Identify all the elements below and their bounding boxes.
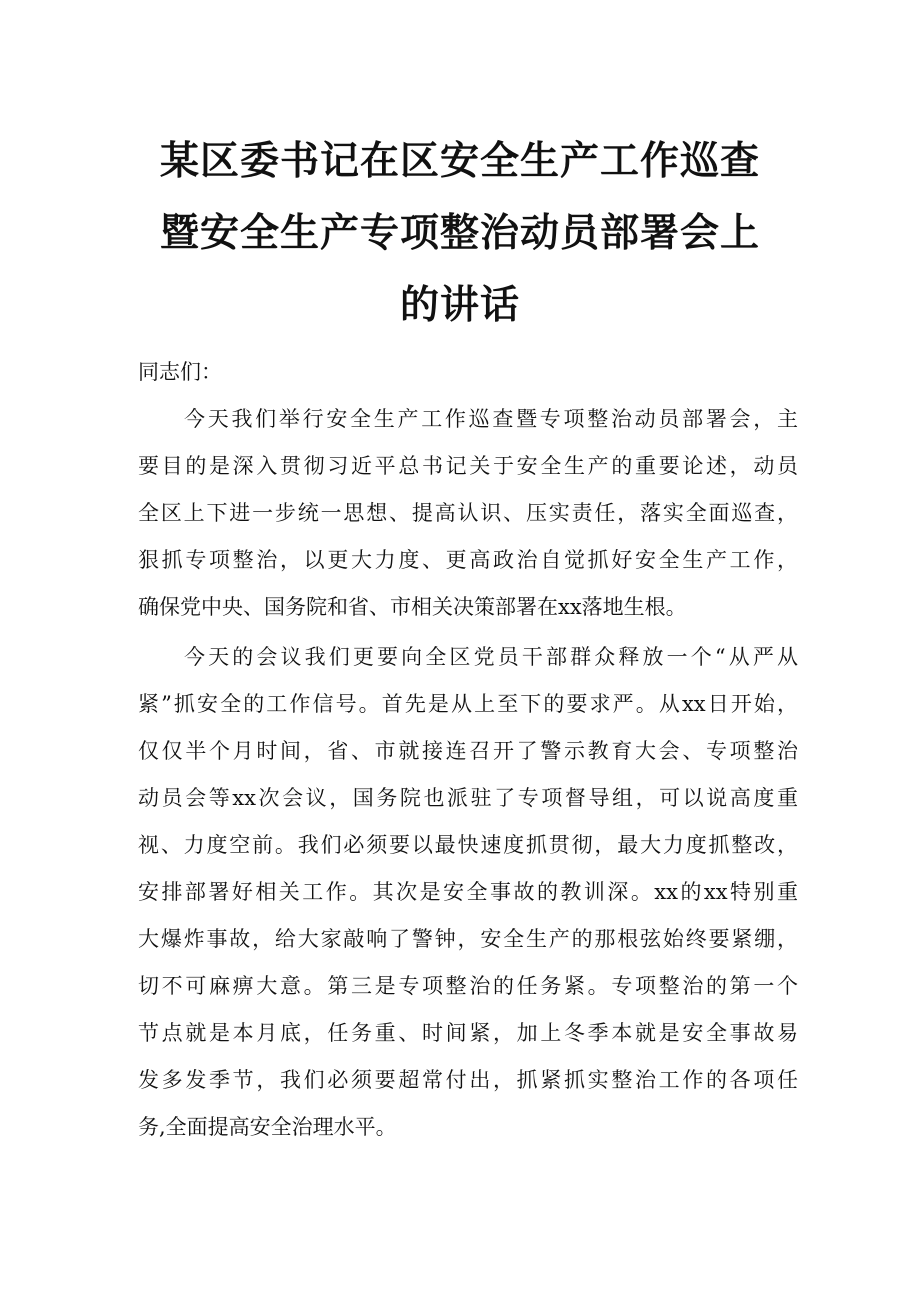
paragraph-2-line: 大爆炸事故，给大家敲响了警钟，安全生产的那根弦始终要紧绷，: [138, 927, 798, 951]
paragraph-2-line: 节点就是本月底，任务重、时间紧，加上冬季本就是安全事故易: [138, 1021, 798, 1045]
paragraph-1: [138, 396, 798, 631]
paragraph-2-line: 切不可麻痹大意。第三是专项整治的任务紧。专项整治的第一个: [138, 974, 798, 998]
paragraph-2: [138, 634, 798, 1151]
paragraph-2-line: 动员会等xx次会议，国务院也派驻了专项督导组，可以说高度重: [138, 786, 798, 810]
paragraph-2-line: 今天的会议我们更要向全区党员干部群众释放一个“从严从: [184, 645, 798, 669]
paragraph-2-line: 务,全面提高安全治理水平。: [138, 1115, 397, 1139]
document-body: [138, 349, 798, 1151]
paragraph-2-line: 仅仅半个月时间，省、市就接连召开了警示教育大会、专项整治: [138, 739, 798, 763]
paragraph-2-line: 发多发季节，我们必须要超常付出，抓紧抓实整治工作的各项任: [138, 1068, 798, 1092]
paragraph-1-line: 要目的是深入贯彻习近平总书记关于安全生产的重要论述，动员: [138, 454, 798, 478]
title-line-2: 暨安全生产专项整治动员部署会上: [159, 211, 760, 256]
salutation: 同志们：: [138, 360, 222, 384]
paragraph-1-line: 狠抓专项整治，以更大力度、更高政治自觉抓好安全生产工作，: [138, 548, 798, 572]
paragraph-2-line: 紧”抓安全的工作信号。首先是从上至下的要求严。从xx日开始，: [138, 692, 798, 716]
document-title: [120, 126, 800, 342]
paragraph-1-line: 今天我们举行安全生产工作巡查暨专项整治动员部署会，主: [184, 407, 798, 431]
paragraph-2-line: 视、力度空前。我们必须要以最快速度抓贯彻，最大力度抓整改，: [138, 833, 798, 857]
paragraph-1-line: 全区上下进一步统一思想、提高认识、压实责任，落实全面巡查，: [138, 501, 798, 525]
paragraph-2-line: 安排部署好相关工作。其次是安全事故的教训深。xx的xx特别重: [138, 880, 798, 904]
title-line-1: 某区委书记在区安全生产工作巡查: [159, 139, 760, 184]
title-line-3: 的讲话: [399, 283, 520, 328]
paragraph-1-line: 确保党中央、国务院和省、市相关决策部署在xx落地生根。: [138, 595, 687, 619]
